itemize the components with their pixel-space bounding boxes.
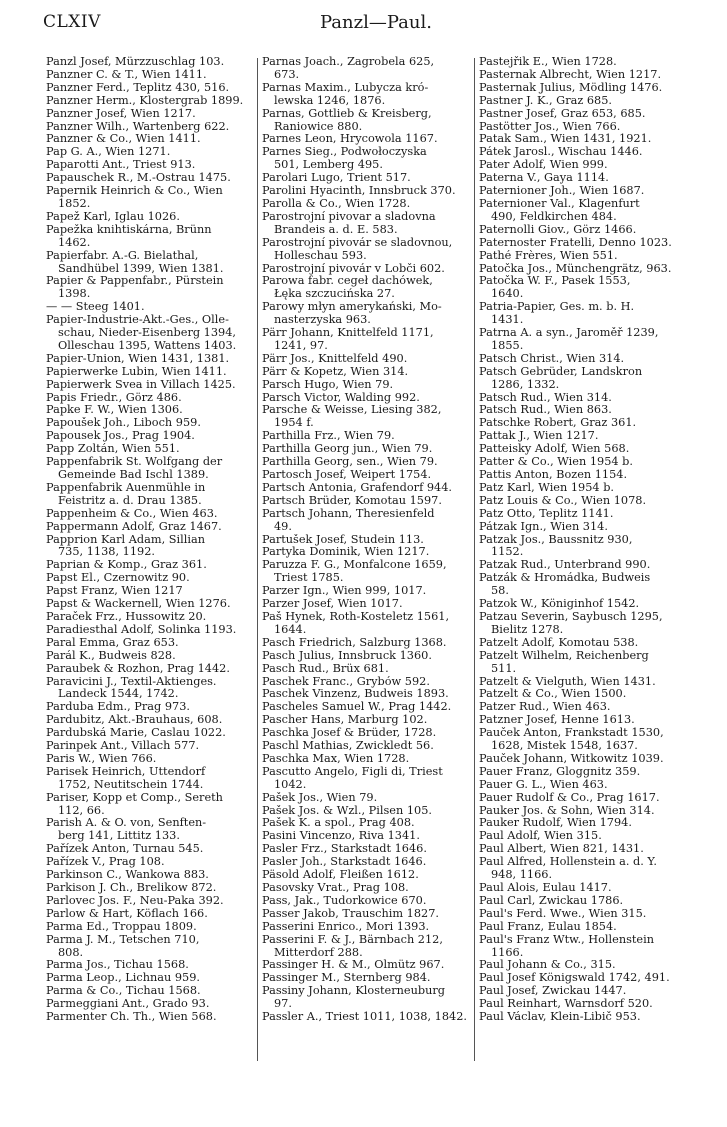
directory-entry: Papežka knihtiskárna, Brünn [46,223,212,236]
directory-entry: Parma Leop., Lichnau 959. [46,972,201,985]
directory-entry: Parowa fabr. cegeł dachówek, [262,275,433,288]
directory-entry: Patzak Jos., Baussnitz 930, [479,533,633,546]
directory-entry: Patter & Co., Wien 1954 b. [479,456,633,469]
directory-entry: Paschek Vinzenz, Budweis 1893. [262,688,449,701]
directory-entry: Patzok W., Königinhof 1542. [479,598,640,611]
directory-entry: Paternioner Val., Klagenfurt [479,197,640,210]
directory-entry: Panzner Josef, Wien 1217. [46,107,196,120]
directory-entry: Patz Karl, Wien 1954 b. [479,481,615,494]
directory-entry: Parmeggiani Ant., Grado 93. [46,998,210,1011]
column-1 [46,56,258,1066]
directory-entry: Pasini Vincenzo, Riva 1341. [262,830,420,843]
directory-entry: Pass, Jak., Tudorkowice 670. [262,894,427,907]
directory-entry: Paul Josef Königswald 1742, 491. [479,972,670,985]
directory-entry: — — Steeg 1401. [46,301,145,314]
directory-entry-continuation: 1042. [274,778,307,791]
directory-entry: Parlovec Jos. F., Neu-Paka 392. [46,894,224,907]
directory-entry: Parnas Joach., Zagrobela 625, [262,56,435,68]
directory-entry: Patschke Robert, Graz 361. [479,417,637,430]
directory-entry-continuation: 58. [491,585,509,598]
directory-entry-continuation: 735, 1138, 1192. [58,546,156,559]
directory-entry: Passiny Johann, Klosterneuburg [262,985,446,998]
directory-entry-continuation: 1855. [491,339,524,352]
directory-entry: Patrna A. a syn., Jaroměř 1239, [479,327,659,340]
page-number: CLXIV [43,12,101,32]
directory-entry: Papke F. W., Wien 1306. [46,404,183,417]
directory-entry: Parma J. M., Tetschen 710, [46,933,200,946]
directory-entry: Partsch Antonia, Grafendorf 944. [262,481,453,494]
directory-entry: Parowy młyn amerykański, Mo- [262,301,442,314]
directory-entry: Papp Zoltán, Wien 551. [46,443,180,456]
directory-entry: Pärr & Kopetz, Wien 314. [262,365,409,378]
directory-entry: Parma Ed., Troppau 1809. [46,920,197,933]
directory-entry: Pattis Anton, Bozen 1154. [479,469,628,481]
directory-entry: Paul Reinhart, Warnsdorf 520. [479,998,653,1011]
directory-entry: Paschka Josef & Brüder, 1728. [262,727,437,740]
directory-entry: Patz Louis & Co., Wien 1078. [479,494,647,507]
directory-entry-continuation: 1398. [58,288,91,301]
directory-entry: Parlow & Hart, Köflach 166. [46,907,208,920]
directory-entry: Paraubek & Rozhon, Prag 1442. [46,662,230,675]
directory-entry: Pauer Rudolf & Co., Prag 1617. [479,791,660,804]
directory-entry: Paul Josef, Zwickau 1447. [479,985,627,998]
directory-entry: Parzer Ign., Wien 999, 1017. [262,585,427,598]
directory-entry: Pauček Johann, Witkowitz 1039. [479,752,664,765]
directory-entry: Pastner Josef, Graz 653, 685. [479,107,646,120]
directory-entry: Pastejřik E., Wien 1728. [479,56,617,68]
directory-entry: Parthilla Georg, sen., Wien 79. [262,456,438,469]
directory-entry: Paprian & Komp., Graz 361. [46,559,207,572]
directory-entry-continuation: 112, 66. [58,804,105,817]
directory-entry: Paul Alois, Eulau 1417. [479,882,612,894]
directory-entry: Patsch Christ., Wien 314. [479,352,625,365]
directory-entry: Päsold Adolf, Fleißen 1612. [262,869,419,882]
directory-entry: Pátek Jarosl., Wischau 1446. [479,146,643,159]
directory-entry: Pastner J. K., Graz 685. [479,94,613,107]
directory-entry-continuation: Feistritz a. d. Drau 1385. [58,494,202,507]
directory-entry: Parál K., Budweis 828. [46,649,176,662]
directory-entry: Papprion Karl Adam, Sillian [46,533,205,546]
directory-entry: Pascher Hans, Marburg 102. [262,714,428,727]
directory-entry: Patzer Rud., Wien 463. [479,701,611,714]
directory-entry-continuation: 673. [274,68,300,81]
directory-entry: Patočka W. F., Pasek 1553, [479,275,631,288]
directory-entry: Pärr Johann, Knittelfeld 1171, [262,327,434,340]
directory-entry: Papernik Heinrich & Co., Wien [46,185,223,198]
directory-entry: Paternoster Fratelli, Denno 1023. [479,236,672,249]
directory-entry: Parma Jos., Tichau 1568. [46,959,189,972]
directory-entry: Paul Franz, Eulau 1854. [479,920,617,933]
directory-entry: Parthilla Georg jun., Wien 79. [262,443,433,456]
directory-entry: Pauer Franz, Gloggnitz 359. [479,765,641,778]
directory-entry: Parnes Sieg., Podwołoczyska [262,146,427,159]
directory-entry: Parolla & Co., Wien 1728. [262,197,411,210]
directory-entry-continuation: 501, Lemberg 495. [274,159,383,172]
directory-entry: Passerini F. & J., Bärnbach 212, [262,933,443,946]
directory-entry: Patak Sam., Wien 1431, 1921. [479,133,652,146]
directory-entry: Patzner Josef, Henne 1613. [479,714,635,727]
directory-entry: Paul Carl, Zwickau 1786. [479,894,624,907]
directory-entry-continuation: Gemeinde Bad Ischl 1389. [58,469,209,481]
directory-entry-continuation: schau, Nieder-Eisenberg 1394, [58,327,237,340]
directory-entry: Paul Adolf, Wien 315. [479,830,602,843]
directory-entry: Pasch Julius, Innsbruck 1360. [262,649,432,662]
directory-entry: Pascheles Samuel W., Prag 1442. [262,701,452,714]
directory-entry: Passinger H. & M., Olmütz 967. [262,959,445,972]
directory-entry-continuation: 49. [274,520,292,533]
directory-entry: Patzelt Adolf, Komotau 538. [479,636,639,649]
directory-entry: Parkison J. Ch., Brelikow 872. [46,882,217,894]
directory-entry: Paul Václav, Klein-Libič 953. [479,1011,641,1024]
directory-entry: Parish A. & O. von, Senften- [46,817,207,830]
directory-entry: Pappenfabrik St. Wolfgang der [46,456,223,469]
directory-entry: Paruzza F. G., Monfalcone 1659, [262,559,447,572]
directory-entry: Pater Adolf, Wien 999. [479,159,608,172]
directory-entry-continuation: 1628, Mistek 1548, 1637. [491,740,638,753]
directory-entry: Parmenter Ch. Th., Wien 568. [46,1011,217,1024]
directory-entry-continuation: lewska 1246, 1876. [274,94,386,107]
directory-entry: Parolari Lugo, Trient 517. [262,172,411,185]
directory-entry: Papousek Jos., Prag 1904. [46,430,195,443]
directory-entry: Passerini Enrico., Mori 1393. [262,920,430,933]
directory-entry: Partsch Johann, Theresienfeld [262,507,435,520]
directory-entry-continuation: 1644. [274,623,307,636]
directory-entry: Paul Albert, Wien 821, 1431. [479,843,644,856]
directory-entry: Panzner Wilh., Wartenberg 622. [46,120,230,133]
directory-entry: Pasovsky Vrat., Prag 108. [262,882,409,894]
column-divider [257,58,258,1061]
directory-entry-continuation: Raniowice 880. [274,120,363,133]
directory-entry-continuation: 1166. [491,946,524,959]
directory-entry: Panzl Josef, Mürzzuschlag 103. [46,56,225,68]
directory-entry: Pašek K. a spol., Prag 408. [262,817,415,830]
directory-entry: Pauker Rudolf, Wien 1794. [479,817,632,830]
directory-entry: Pasch Friedrich, Salzburg 1368. [262,636,447,649]
directory-entry: Papst El., Czernowitz 90. [46,572,190,585]
directory-entry: Pauer G. L., Wien 463. [479,778,608,791]
directory-entry: Pastötter Jos., Wien 766. [479,120,621,133]
directory-entry-continuation: 511. [491,662,517,675]
directory-entry: Pasternak Albrecht, Wien 1217. [479,68,662,81]
directory-entry: Papst Franz, Wien 1217 [46,585,183,598]
directory-entry-continuation: Sandhübel 1399, Wien 1381. [58,262,224,275]
directory-entry: Parnas, Gottlieb & Kreisberg, [262,107,432,120]
directory-entry-continuation: Łęka szczucińska 27. [274,288,395,301]
directory-entry: Paschka Max, Wien 1728. [262,752,410,765]
directory-entry: Pappenheim & Co., Wien 463. [46,507,218,520]
directory-entry: Paul's Franz Wtw., Hollenstein [479,933,655,946]
directory-entry: Parisek Heinrich, Uttendorf [46,765,206,778]
directory-entry: Panzner Herm., Klostergrab 1899. [46,94,244,107]
directory-entry: Pašek Jos. & Wzl., Pilsen 105. [262,804,432,817]
directory-entry-continuation: 948, 1166. [491,869,553,882]
directory-entry: Parsch Hugo, Wien 79. [262,378,394,391]
directory-entry: Pärr Jos., Knittelfeld 490. [262,352,408,365]
directory-entry: Papis Friedr., Görz 486. [46,391,182,404]
directory-entry: Parnas Maxim., Lubycza kró- [262,81,429,94]
directory-entry: Pasler Joh., Starkstadt 1646. [262,856,427,869]
directory-entry: Pardubská Marie, Časlau 1022. [46,727,226,740]
directory-entry: Pascutto Angelo, Figli di, Triest [262,765,443,778]
directory-entry-continuation: 1752, Neutitschein 1744. [58,778,204,791]
column-divider [474,58,475,1061]
directory-entry: Papier-Industrie-Akt.-Ges., Olle- [46,314,229,327]
directory-entry: Parostrojní pivovár v Lobči 602. [262,262,445,275]
directory-entry-continuation: 1852. [58,197,91,210]
directory-entry: Patzák & Hromádka, Budweis [479,572,651,585]
directory-entry-continuation: Mitterdorf 288. [274,946,363,959]
directory-entry-continuation: Bielitz 1278. [491,623,564,636]
directory-entry: Panzner & Co., Wien 1411. [46,133,201,146]
column-3 [479,56,691,1066]
directory-entry: Patzelt & Co., Wien 1500. [479,688,627,701]
directory-entry: Passinger M., Sternberg 984. [262,972,431,985]
directory-entry: Papier & Pappenfabr., Pürstein [46,275,224,288]
directory-entry: Paparotti Ant., Triest 913. [46,159,196,172]
directory-entry: Paternolli Giov., Görz 1466. [479,223,637,236]
directory-entry: Parolini Hyacinth, Innsbruck 370. [262,185,456,198]
directory-entry: Pariser, Kopp et Comp., Sereth [46,791,223,804]
directory-entry-continuation: 1241, 97. [274,339,328,352]
directory-entry: Patsch Rud., Wien 863. [479,404,612,417]
directory-entry: Patzak Rud., Unterbrand 990. [479,559,651,572]
directory-entry: Paul Alfred, Hollenstein a. d. Y. [479,856,658,869]
directory-entry: Paš Hynek, Roth-Kosteletz 1561, [262,610,450,623]
directory-entry: Parsch Victor, Walding 992. [262,391,420,404]
directory-entry-continuation: 1286, 1332. [491,378,560,391]
directory-entry-continuation: 1954 f. [274,417,314,430]
directory-entry: Paul Johann & Co., 315. [479,959,616,972]
running-head: Panzl—Paul. [320,12,432,33]
directory-entry: Parduba Edm., Prag 973. [46,701,190,714]
directory-entry: Pasler Frz., Starkstadt 1646. [262,843,427,856]
directory-entry: Paterna V., Gaya 1114. [479,172,609,185]
directory-entry-continuation: 97. [274,998,292,1011]
directory-entry: Patteisky Adolf, Wien 568. [479,443,630,456]
directory-entry: Partyka Dominik, Wien 1217. [262,546,430,559]
directory-entry: Patzelt & Vielguth, Wien 1431. [479,675,656,688]
directory-entry: Partosch Josef, Weipert 1754. [262,469,432,481]
directory-entry: Pařízek V., Prag 108. [46,856,165,869]
directory-entry: Pasternak Julius, Mödling 1476. [479,81,663,94]
directory-entry: Pátzak Ign., Wien 314. [479,520,608,533]
directory-entry: Papierfabr. A.-G. Bielathal, [46,249,199,262]
directory-entry: Partsch Brüder, Komotau 1597. [262,494,442,507]
directory-entry: Paul's Ferd. Wwe., Wien 315. [479,907,647,920]
directory-entry: Papierwerke Lubin, Wien 1411. [46,365,227,378]
directory-entry: Patsch Rud., Wien 314. [479,391,612,404]
directory-entry: Papier-Union, Wien 1431, 1381. [46,352,230,365]
directory-entry: Papierwerk Svea in Villach 1425. [46,378,236,391]
directory-entry: Parinpek Ant., Villach 577. [46,740,200,753]
directory-entry: Pappermann Adolf, Graz 1467. [46,520,222,533]
directory-entry: Parma & Co., Tichau 1568. [46,985,201,998]
directory-entry: Paschl Mathias, Zwickledt 56. [262,740,434,753]
directory-entry-continuation: 1640. [491,288,524,301]
directory-entry-continuation: Brandeis a. d. E. 583. [274,223,398,236]
directory-entry: Panzner Ferd., Teplitz 430, 516. [46,81,230,94]
directory-entry: Paternioner Joh., Wien 1687. [479,185,645,198]
directory-entry: Paravicini J., Textil-Aktienges. [46,675,217,688]
directory-entry: Pauker Jos. & Sohn, Wien 314. [479,804,655,817]
directory-entry: Pappenfabrik Auenmühle in [46,481,206,494]
directory-entry: Pap G. A., Wien 1271. [46,146,171,159]
column-2 [262,56,474,1066]
directory-entry-continuation: Triest 1785. [274,572,344,585]
directory-entry: Papoušek Joh., Liboch 959. [46,417,201,430]
directory-entry: Pařízek Anton, Turnau 545. [46,843,204,856]
page-header [43,12,719,38]
directory-entry: Parsche & Weisse, Liesing 382, [262,404,442,417]
directory-entry: Patria-Papier, Ges. m. b. H. [479,301,635,314]
directory-entry: Patsch Gebrüder, Landskron [479,365,643,378]
directory-entry: Paris W., Wien 766. [46,752,157,765]
entry-columns [46,56,718,1066]
directory-entry-continuation: Landeck 1544, 1742. [58,688,179,701]
directory-entry-continuation: Olleschau 1395, Wattens 1403. [58,339,237,352]
directory-entry: Papež Karl, Iglau 1026. [46,210,180,223]
directory-entry: Parostrojní pivovar a sladovna [262,210,436,223]
directory-entry: Paradiesthal Adolf, Solinka 1193. [46,623,237,636]
directory-entry-continuation: 490, Feldkirchen 484. [491,210,617,223]
directory-entry: Paraček Frz., Hussowitz 20. [46,610,207,623]
directory-entry-continuation: Holleschau 593. [274,249,367,262]
directory-entry: Partušek Josef, Studein 113. [262,533,424,546]
directory-entry: Pasch Rud., Brüx 681. [262,662,389,675]
directory-entry: Pattak J., Wien 1217. [479,430,599,443]
directory-entry: Passler A., Triest 1011, 1038, 1842. [262,1011,468,1024]
directory-entry: Pardubitz, Akt.-Brauhaus, 608. [46,714,223,727]
directory-entry: Pauček Anton, Frankstadt 1530, [479,727,664,740]
directory-entry: Papst & Wackernell, Wien 1276. [46,598,231,611]
directory-entry: Papauschek R., M.-Ostrau 1475. [46,172,231,185]
directory-entry-continuation: 1431. [491,314,524,327]
directory-entry: Patočka Jos., Münchengrätz, 963. [479,262,672,275]
directory-entry: Paral Emma, Graz 653. [46,636,179,649]
directory-entry-continuation: nasterzyska 963. [274,314,371,327]
directory-entry: Passer Jakob, Trauschim 1827. [262,907,440,920]
directory-entry: Pašek Jos., Wien 79. [262,791,378,804]
directory-entry: Parkinson C., Wankowa 883. [46,869,209,882]
directory-entry: Patzau Severin, Saybusch 1295, [479,610,663,623]
directory-entry: Parzer Josef, Wien 1017. [262,598,403,611]
directory-entry: Patzelt Wilhelm, Reichenberg [479,649,649,662]
directory-entry: Patz Otto, Teplitz 1141. [479,507,614,520]
directory-entry: Panzner C. & T., Wien 1411. [46,68,207,81]
directory-entry: Parnes Leon, Hrycowola 1167. [262,133,438,146]
directory-entry: Paschek Franc., Grybów 592. [262,675,430,688]
directory-entry-continuation: 1462. [58,236,91,249]
directory-entry: Pathé Frères, Wien 551. [479,249,618,262]
directory-entry-continuation: 1152. [491,546,524,559]
directory-entry: Parostrojní pivovár se sladovnou, [262,236,453,249]
directory-entry: Parthilla Frz., Wien 79. [262,430,395,443]
directory-entry-continuation: berg 141, Littitz 133. [58,830,180,843]
directory-entry-continuation: 808. [58,946,84,959]
